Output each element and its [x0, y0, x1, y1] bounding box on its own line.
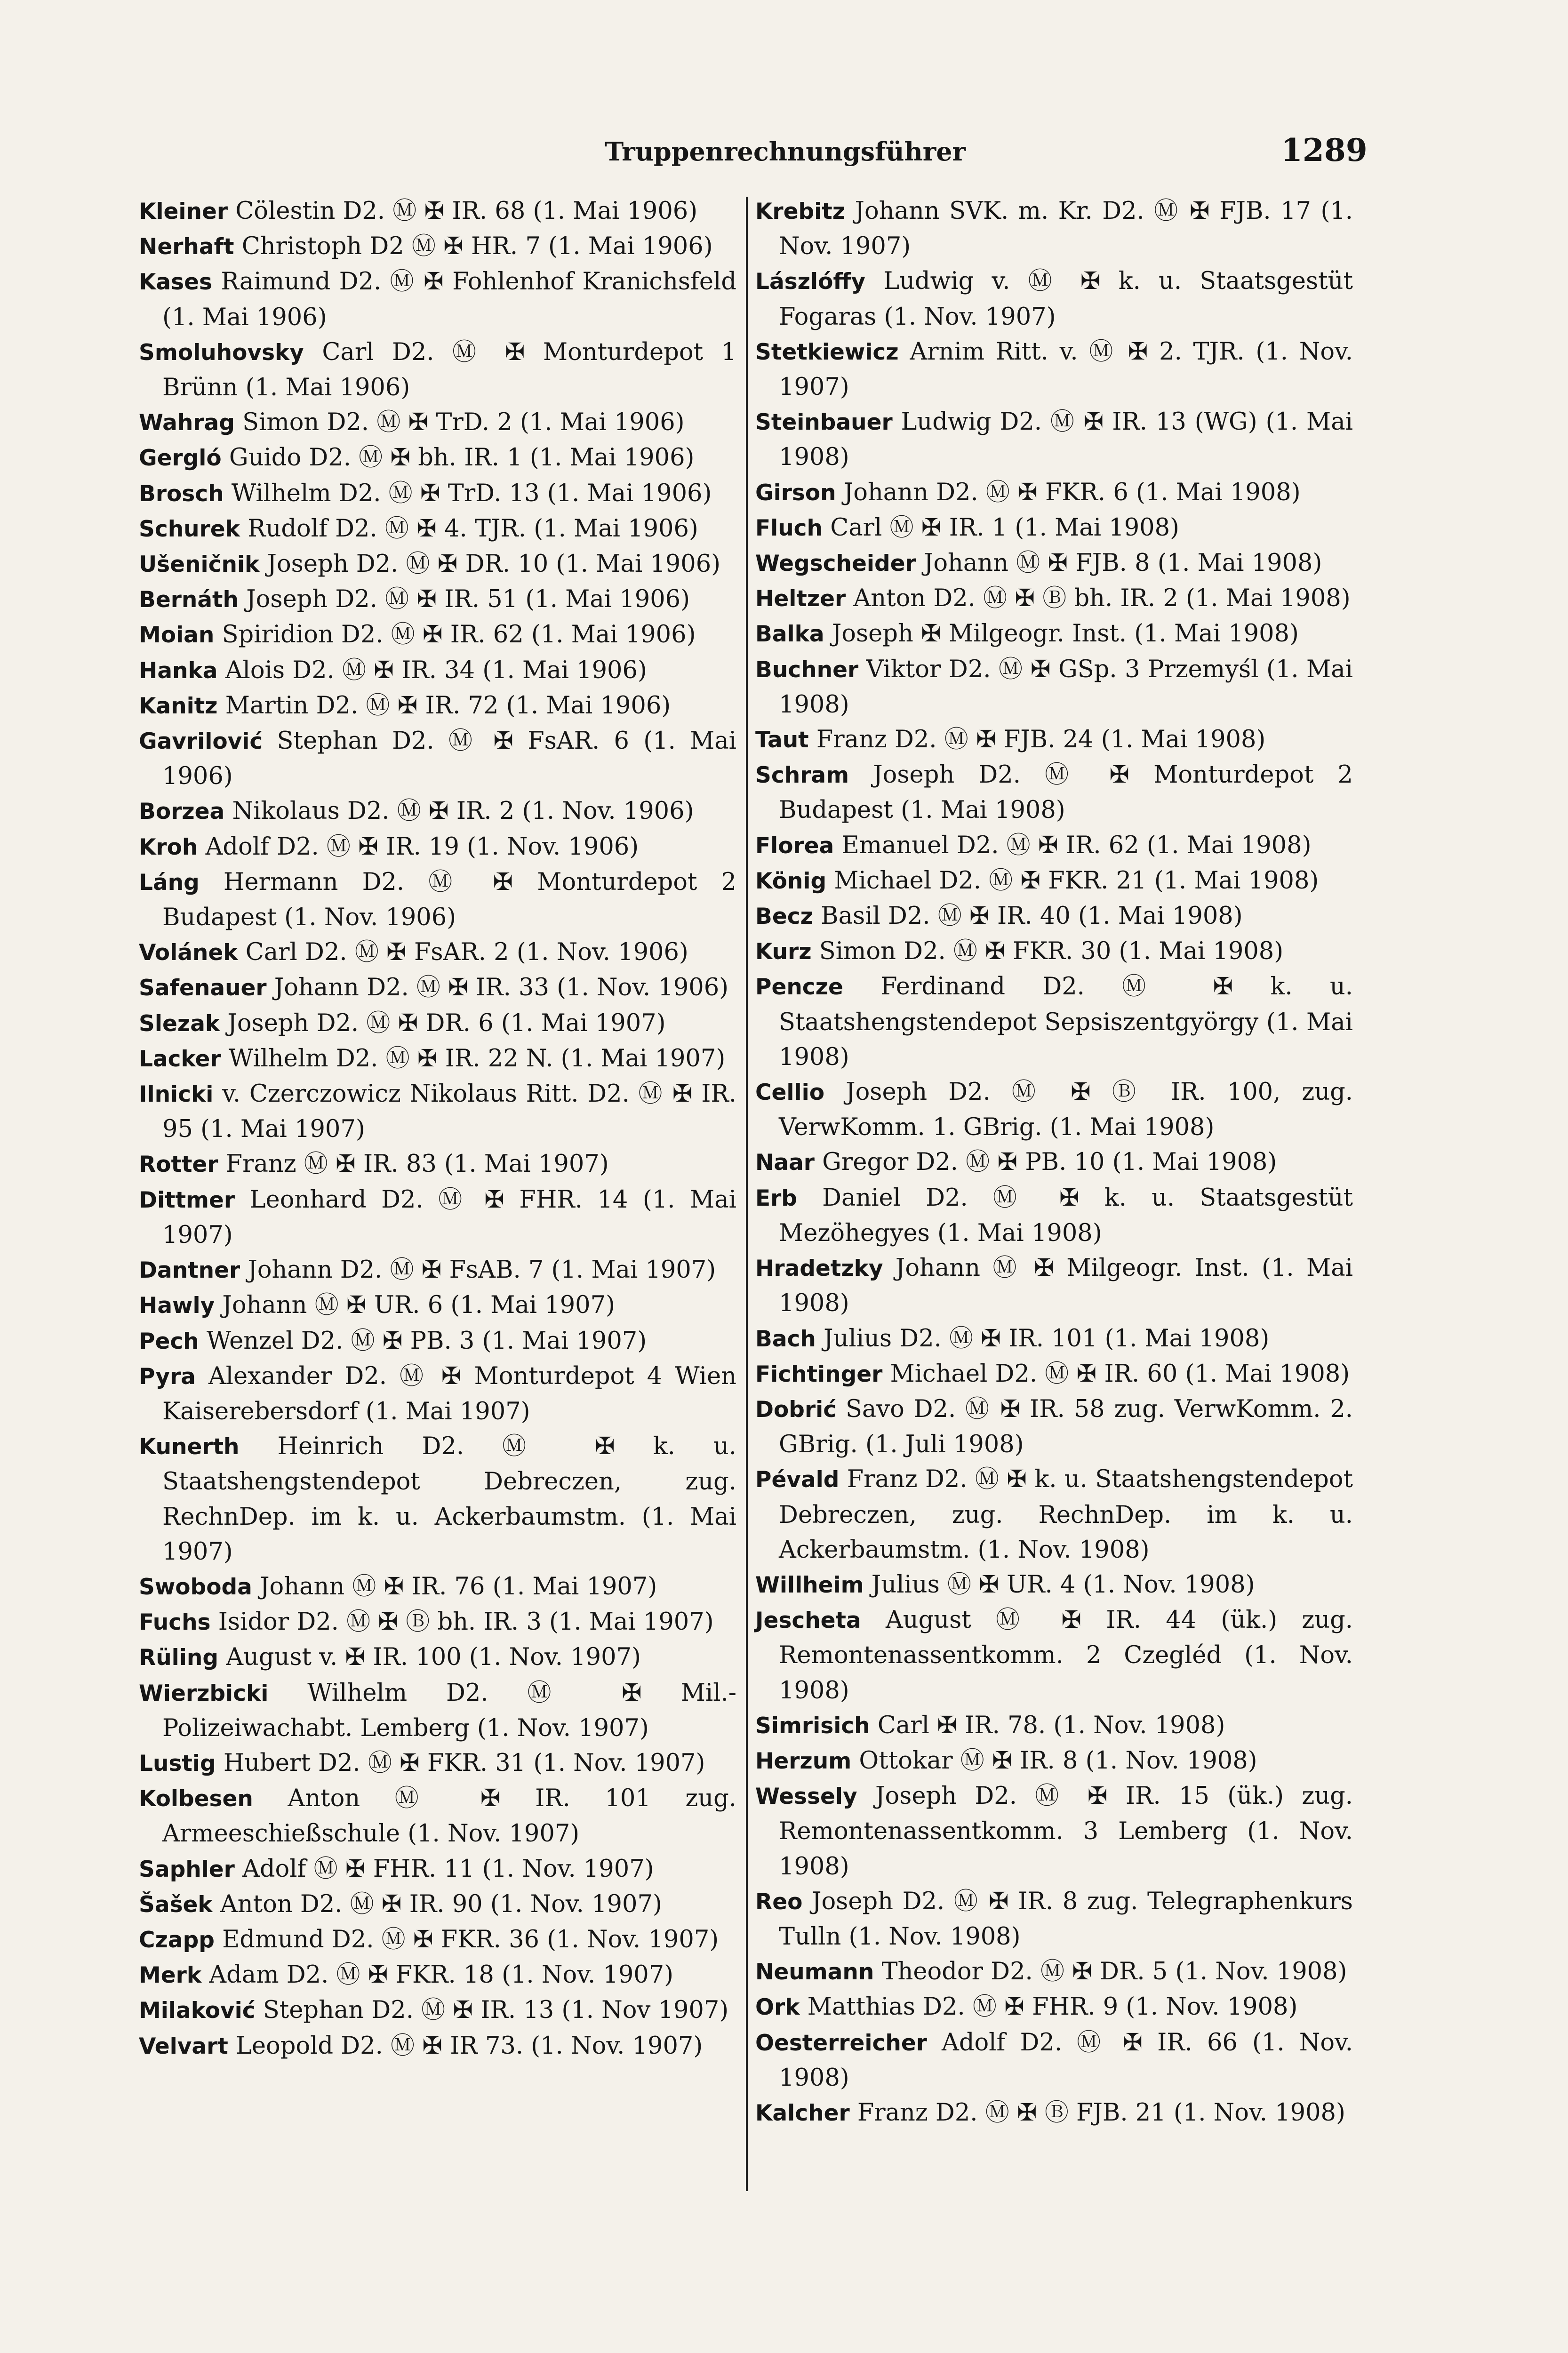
entry-details: Joseph D2. Ⓜ ✠ DR. 6 (1. Mai 1907) [220, 1009, 666, 1037]
roster-entry [755, 828, 1353, 864]
roster-entry [139, 1781, 736, 1851]
entry-surname: Hradetzky [755, 1256, 883, 1282]
entry-details: Isidor D2. Ⓜ ✠ Ⓑ bh. IR. 3 (1. Mai 1907) [210, 1608, 714, 1636]
roster-entry [755, 1357, 1353, 1392]
roster-entry [139, 865, 736, 935]
roster-entry [755, 335, 1353, 405]
entry-details: Joseph D2. Ⓜ ✠ IR. 51 (1. Mai 1906) [238, 585, 690, 614]
roster-entry [139, 724, 736, 794]
entry-surname: Hawly [139, 1293, 215, 1319]
entry-details: August Ⓜ ✠ IR. 44 (ük.) zug. Remontenassentkomm. 2 Czegléd (1. Nov. 1908) [779, 1606, 1353, 1705]
entry-details: Leonhard D2. Ⓜ ✠ FHR. 14 (1. Mai 1907) [162, 1185, 736, 1249]
entry-surname: Becz [755, 904, 813, 930]
roster-entry [139, 1359, 736, 1429]
roster-entry [755, 616, 1353, 652]
entry-surname: Slezak [139, 1010, 220, 1037]
roster-entry [755, 652, 1353, 722]
right-column [755, 194, 1353, 2131]
roster-entry [139, 1041, 736, 1077]
entry-surname: Saphler [139, 1856, 235, 1882]
roster-entry [139, 1746, 736, 1781]
entry-surname: Buchner [755, 656, 859, 683]
roster-entry [755, 264, 1353, 334]
entry-surname: Smoluhovsky [139, 339, 304, 366]
entry-details: Basil D2. Ⓜ ✠ IR. 40 (1. Mai 1908) [813, 902, 1243, 930]
roster-entry [139, 194, 736, 229]
roster-entry [139, 582, 736, 617]
entry-surname: Oesterreicher [755, 2030, 927, 2056]
entry-details: v. Czerczowicz Nikolaus Ritt. D2. Ⓜ ✠ IR. 95 (1. Mai 1907) [162, 1080, 736, 1144]
entry-surname: Bach [755, 1326, 816, 1352]
entry-details: Wilhelm D2. Ⓜ ✠ Mil.-Polizeiwachabt. Lemberg (1. Nov. 1907) [162, 1679, 736, 1742]
entry-details: Stephan D2. Ⓜ ✠ FsAR. 6 (1. Mai 1906) [162, 727, 736, 791]
entry-details: Stephan D2. Ⓜ ✠ IR. 13 (1. Nov 1907) [255, 1996, 729, 2025]
entry-surname: Pévald [755, 1467, 840, 1493]
entry-surname: Schram [755, 762, 849, 789]
entry-surname: Krebitz [755, 199, 846, 224]
entry-surname: Czapp [139, 1927, 215, 1953]
entry-details: Matthias D2. Ⓜ ✠ FHR. 9 (1. Nov. 1908) [800, 1993, 1298, 2021]
entry-surname: Merk [139, 1962, 202, 1989]
roster-entry [755, 758, 1353, 828]
entry-surname: Kalcher [755, 2100, 850, 2126]
entry-details: Leopold D2. Ⓜ ✠ IR 73. (1. Nov. 1907) [228, 2032, 703, 2060]
entry-surname: Neumann [755, 1959, 874, 1985]
entry-details: Joseph D2. Ⓜ ✠ Ⓑ IR. 100, zug. VerwKomm. 1. GBrig. (1. Mai 1908) [779, 1078, 1353, 1142]
entry-details: Joseph D2. Ⓜ ✠ DR. 10 (1. Mai 1906) [259, 550, 721, 578]
roster-entry [755, 546, 1353, 581]
roster-entry [755, 1568, 1353, 1603]
entry-details: Savo D2. Ⓜ ✠ IR. 58 zug. VerwKomm. 2. GBrig. (1. Juli 1908) [779, 1395, 1353, 1459]
entry-surname: Ušeničnik [139, 552, 260, 578]
entry-details: Arnim Ritt. v. Ⓜ ✠ 2. TJR. (1. Nov. 1907) [779, 337, 1353, 401]
entry-details: Edmund D2. Ⓜ ✠ FKR. 36 (1. Nov. 1907) [214, 1925, 719, 1953]
roster-entry [139, 688, 736, 724]
entry-details: Franz D2. Ⓜ ✠ Ⓑ FJB. 21 (1. Nov. 1908) [849, 2098, 1345, 2127]
entry-surname: Jescheta [755, 1608, 861, 1634]
roster-entry [755, 511, 1353, 546]
entry-surname: Kurz [755, 939, 812, 965]
entry-details: Alexander D2. Ⓜ ✠ Monturdepot 4 Wien Kaiserebersdorf (1. Mai 1907) [162, 1362, 736, 1425]
entry-details: Heinrich D2. Ⓜ ✠ k. u. Staatshengstendepot Debreczen, zug. RechnDep. im k. u. Ackerbaumstm. (1. Mai 1907) [162, 1433, 736, 1566]
roster-entry [755, 1603, 1353, 1708]
roster-entry [755, 1708, 1353, 1744]
entry-details: Adolf Ⓜ ✠ FHR. 11 (1. Nov. 1907) [234, 1855, 654, 1883]
entry-details: Johann Ⓜ ✠ Milgeogr. Inst. (1. Mai 1908) [779, 1254, 1353, 1318]
entry-details: Johann D2. Ⓜ ✠ FsAB. 7 (1. Mai 1907) [240, 1256, 716, 1284]
entry-surname: Kunerth [139, 1434, 240, 1460]
entry-surname: Lacker [139, 1046, 221, 1072]
entry-surname: Wahrag [139, 410, 235, 436]
entry-surname: Dobrić [755, 1396, 837, 1423]
entry-surname: Fluch [755, 515, 823, 541]
entry-surname: Ilnicki [139, 1081, 214, 1108]
roster-entry [139, 512, 736, 547]
entry-details: Guido D2. Ⓜ ✠ bh. IR. 1 (1. Mai 1906) [221, 444, 695, 472]
running-title: Truppenrechnungsführer [605, 136, 966, 167]
roster-entry [755, 1779, 1353, 1884]
entry-details: Raimund D2. Ⓜ ✠ Fohlenhof Kranichsfeld (1. Mai 1906) [162, 268, 736, 331]
roster-entry [755, 722, 1353, 758]
entry-surname: König [755, 868, 827, 894]
entry-surname: Taut [755, 727, 809, 753]
roster-entry [139, 476, 736, 512]
entry-details: Franz Ⓜ ✠ IR. 83 (1. Mai 1907) [218, 1150, 609, 1178]
roster-entry [755, 1884, 1353, 1954]
entry-surname: Reo [755, 1889, 803, 1915]
entry-surname: Nerhaft [139, 234, 234, 260]
entry-details: Julius Ⓜ ✠ UR. 4 (1. Nov. 1908) [864, 1570, 1255, 1599]
entry-details: Julius D2. Ⓜ ✠ IR. 101 (1. Mai 1908) [816, 1324, 1270, 1353]
entry-surname: Láng [139, 869, 200, 896]
roster-entry [139, 1887, 736, 1922]
roster-entry [755, 1181, 1353, 1251]
entry-surname: Pyra [139, 1363, 196, 1390]
roster-entry [755, 1145, 1353, 1180]
entry-surname: Dantner [139, 1257, 240, 1284]
roster-entry [139, 935, 736, 970]
entry-surname: Lustig [139, 1750, 216, 1777]
entry-details: Wilhelm D2. Ⓜ ✠ TrD. 13 (1. Mai 1906) [224, 479, 712, 507]
roster-entry [755, 899, 1353, 934]
left-column [139, 194, 736, 2064]
entry-details: Christoph D2 Ⓜ ✠ HR. 7 (1. Mai 1906) [234, 232, 713, 261]
roster-entry [755, 1075, 1353, 1145]
roster-entry [139, 1852, 736, 1887]
roster-entry [755, 864, 1353, 899]
entry-surname: Bernáth [139, 587, 239, 613]
entry-details: Franz D2. Ⓜ ✠ k. u. Staatshengstendepot Debreczen, zug. RechnDep. im k. u. Ackerbaumstm. (1. Nov. 1908) [779, 1465, 1353, 1564]
entry-details: Michael D2. Ⓜ ✠ IR. 60 (1. Mai 1908) [882, 1360, 1350, 1388]
entry-surname: Wegscheider [755, 551, 916, 577]
entry-surname: Naar [755, 1150, 815, 1176]
roster-entry [139, 440, 736, 476]
entry-surname: Girson [755, 480, 836, 506]
roster-entry [139, 229, 736, 264]
roster-entry [139, 794, 736, 829]
entry-details: Martin D2. Ⓜ ✠ IR. 72 (1. Mai 1906) [217, 691, 671, 720]
entry-details: Franz D2. Ⓜ ✠ FJB. 24 (1. Mai 1908) [808, 726, 1266, 754]
roster-entry [755, 2025, 1353, 2096]
entry-details: Joseph D2. Ⓜ ✠ Monturdepot 2 Budapest (1. Mai 1908) [779, 761, 1353, 824]
entry-details: Johann Ⓜ ✠ IR. 76 (1. Mai 1907) [252, 1572, 657, 1601]
entry-surname: Kolbesen [139, 1786, 253, 1812]
entry-details: Anton D2. Ⓜ ✠ IR. 90 (1. Nov. 1907) [212, 1890, 662, 1918]
roster-entry [139, 547, 736, 582]
entry-details: Joseph ✠ Milgeogr. Inst. (1. Mai 1908) [824, 620, 1299, 648]
roster-entry [139, 1640, 736, 1675]
entry-details: Ludwig D2. Ⓜ ✠ IR. 13 (WG) (1. Mai 1908) [779, 408, 1353, 472]
entry-surname: Hanka [139, 657, 218, 684]
roster-entry [755, 405, 1353, 475]
column-divider [746, 197, 748, 2191]
roster-entry [755, 1392, 1353, 1462]
entry-surname: Heltzer [755, 586, 846, 612]
roster-entry [139, 1429, 736, 1569]
entry-details: Adolf D2. Ⓜ ✠ IR. 66 (1. Nov. 1908) [779, 2028, 1353, 2092]
entry-details: Simon D2. Ⓜ ✠ TrD. 2 (1. Mai 1906) [234, 408, 685, 437]
entry-details: Wenzel D2. Ⓜ ✠ PB. 3 (1. Mai 1907) [199, 1327, 647, 1355]
entry-surname: Balka [755, 621, 824, 648]
roster-entry [755, 1954, 1353, 1990]
entry-surname: Moian [139, 622, 215, 648]
entry-surname: Swoboda [139, 1574, 252, 1600]
roster-entry [139, 1183, 736, 1253]
entry-surname: Šašek [139, 1891, 213, 1918]
roster-entry [755, 194, 1353, 264]
entry-surname: Gavrilović [139, 728, 263, 755]
entry-details: Ludwig v. Ⓜ ✠ k. u. Staatsgestüt Fogaras (1. Nov. 1907) [779, 267, 1353, 331]
entry-details: Ferdinand D2. Ⓜ ✠ k. u. Staatshengstendepot Sepsiszentgyörgy (1. Mai 1908) [779, 973, 1353, 1071]
roster-entry [139, 335, 736, 405]
entry-details: Michael D2. Ⓜ ✠ FKR. 21 (1. Mai 1908) [826, 866, 1319, 895]
entry-details: Anton Ⓜ ✠ IR. 101 zug. Armeeschießschule (1. Nov. 1907) [162, 1785, 736, 1848]
entry-surname: Velvart [139, 2033, 228, 2059]
entry-details: Joseph D2. Ⓜ ✠ IR. 15 (ük.) zug. Remontenassentkomm. 3 Lemberg (1. Nov. 1908) [779, 1782, 1353, 1881]
roster-entry [755, 1251, 1353, 1321]
entry-surname: Gergló [139, 445, 222, 472]
roster-entry [755, 1321, 1353, 1357]
roster-entry [139, 1006, 736, 1041]
entry-surname: Safenauer [139, 975, 267, 1001]
entry-surname: Brosch [139, 480, 224, 507]
entry-details: Viktor D2. Ⓜ ✠ GSp. 3 Przemyśl (1. Mai 1908) [779, 655, 1353, 719]
entry-details: Emanuel D2. Ⓜ ✠ IR. 62 (1. Mai 1908) [834, 831, 1312, 859]
entry-details: Theodor D2. Ⓜ ✠ DR. 5 (1. Nov. 1908) [874, 1958, 1347, 1986]
roster-entry [139, 1922, 736, 1958]
roster-entry [139, 1147, 736, 1182]
roster-entry [755, 1744, 1353, 1779]
page-number: 1289 [1281, 132, 1368, 168]
roster-entry [139, 1605, 736, 1640]
entry-surname: Stetkiewicz [755, 339, 899, 365]
entry-details: Johann D2. Ⓜ ✠ IR. 33 (1. Nov. 1906) [266, 974, 729, 1002]
entry-details: Spiridion D2. Ⓜ ✠ IR. 62 (1. Mai 1906) [214, 621, 696, 649]
roster-entry [755, 934, 1353, 969]
roster-entry [139, 1288, 736, 1323]
roster-entry [755, 1990, 1353, 2025]
entry-details: Johann Ⓜ ✠ FJB. 8 (1. Mai 1908) [916, 549, 1322, 577]
roster-entry [139, 1569, 736, 1605]
entry-details: Wilhelm D2. Ⓜ ✠ IR. 22 N. (1. Mai 1907) [221, 1044, 726, 1072]
entry-details: Gregor D2. Ⓜ ✠ PB. 10 (1. Mai 1908) [814, 1148, 1277, 1176]
roster-entry [139, 2029, 736, 2064]
roster-entry [139, 1324, 736, 1359]
entry-surname: Pech [139, 1328, 199, 1354]
roster-entry [139, 405, 736, 440]
entry-surname: Steinbauer [755, 409, 893, 436]
roster-entry [139, 653, 736, 688]
roster-entry [755, 581, 1353, 616]
entry-details: Johann SVK. m. Kr. D2. Ⓜ ✠ FJB. 17 (1. Nov. 1907) [779, 197, 1353, 261]
entry-surname: Kleiner [139, 199, 228, 224]
entry-details: Joseph D2. Ⓜ ✠ IR. 8 zug. Telegraphenkurs Tulln (1. Nov. 1908) [779, 1887, 1353, 1951]
entry-details: Hubert D2. Ⓜ ✠ FKR. 31 (1. Nov. 1907) [216, 1749, 705, 1777]
entry-surname: Milaković [139, 1998, 256, 2024]
roster-entry [139, 1958, 736, 1993]
entry-details: Carl D2. Ⓜ ✠ Monturdepot 1 Brünn (1. Mai 1906) [162, 338, 736, 402]
entry-details: Johann D2. Ⓜ ✠ FKR. 6 (1. Mai 1908) [836, 478, 1301, 506]
roster-entry [139, 1077, 736, 1147]
roster-entry [755, 969, 1353, 1075]
entry-details: Rudolf D2. Ⓜ ✠ 4. TJR. (1. Mai 1906) [240, 514, 698, 543]
entry-details: Carl D2. Ⓜ ✠ FsAR. 2 (1. Nov. 1906) [238, 938, 688, 967]
roster-entry [755, 2096, 1353, 2131]
entry-details: Alois D2. Ⓜ ✠ IR. 34 (1. Mai 1906) [217, 656, 647, 684]
entry-surname: Wierzbicki [139, 1680, 269, 1706]
roster-entry [139, 970, 736, 1006]
entry-details: Hermann D2. Ⓜ ✠ Monturdepot 2 Budapest (1. Nov. 1906) [162, 868, 736, 932]
entry-surname: Kanitz [139, 693, 218, 719]
roster-entry [139, 1253, 736, 1288]
roster-entry [755, 475, 1353, 511]
entry-surname: Dittmer [139, 1187, 235, 1213]
entry-details: Cölestin D2. Ⓜ ✠ IR. 68 (1. Mai 1906) [228, 197, 698, 225]
entry-surname: Kases [139, 269, 212, 296]
roster-entry [139, 1676, 736, 1746]
entry-surname: Pencze [755, 974, 843, 1000]
entry-details: Nikolaus D2. Ⓜ ✠ IR. 2 (1. Nov. 1906) [224, 797, 694, 825]
entry-details: Ottokar Ⓜ ✠ IR. 8 (1. Nov. 1908) [851, 1746, 1257, 1775]
entry-details: Daniel D2. Ⓜ ✠ k. u. Staatsgestüt Mezöhegyes (1. Mai 1908) [779, 1184, 1353, 1247]
entry-surname: Ork [755, 1994, 800, 2021]
roster-entry [139, 830, 736, 865]
roster-entry [139, 1993, 736, 2028]
entry-surname: Kroh [139, 834, 198, 860]
entry-surname: Florea [755, 832, 834, 859]
entry-details: Adolf D2. Ⓜ ✠ IR. 19 (1. Nov. 1906) [198, 832, 639, 861]
entry-details: Anton D2. Ⓜ ✠ Ⓑ bh. IR. 2 (1. Mai 1908) [846, 584, 1351, 613]
roster-entry [755, 1462, 1353, 1568]
roster-entry [139, 264, 736, 335]
roster-entry [139, 617, 736, 653]
entry-surname: Erb [755, 1185, 797, 1211]
entry-details: Simon D2. Ⓜ ✠ FKR. 30 (1. Mai 1908) [811, 937, 1284, 966]
entry-details: August v. ✠ IR. 100 (1. Nov. 1907) [218, 1643, 641, 1672]
entry-surname: Lászlóffy [755, 269, 866, 295]
entry-details: Carl ✠ IR. 78. (1. Nov. 1908) [870, 1711, 1225, 1739]
entry-surname: Fichtinger [755, 1361, 883, 1387]
entry-surname: Herzum [755, 1748, 852, 1774]
entry-details: Johann Ⓜ ✠ UR. 6 (1. Mai 1907) [215, 1291, 615, 1320]
entry-surname: Borzea [139, 799, 225, 825]
page-header [0, 132, 1568, 174]
entry-surname: Cellio [755, 1080, 824, 1106]
entry-surname: Willheim [755, 1572, 864, 1598]
entry-surname: Schurek [139, 516, 240, 542]
entry-details: Adam D2. Ⓜ ✠ FKR. 18 (1. Nov. 1907) [201, 1961, 674, 1989]
entry-surname: Simrisich [755, 1713, 870, 1739]
entry-surname: Volánek [139, 940, 238, 966]
entry-surname: Rotter [139, 1152, 218, 1178]
entry-surname: Wessely [755, 1784, 857, 1810]
entry-surname: Fuchs [139, 1609, 211, 1636]
entry-details: Carl Ⓜ ✠ IR. 1 (1. Mai 1908) [823, 513, 1179, 542]
entry-surname: Rüling [139, 1645, 218, 1671]
